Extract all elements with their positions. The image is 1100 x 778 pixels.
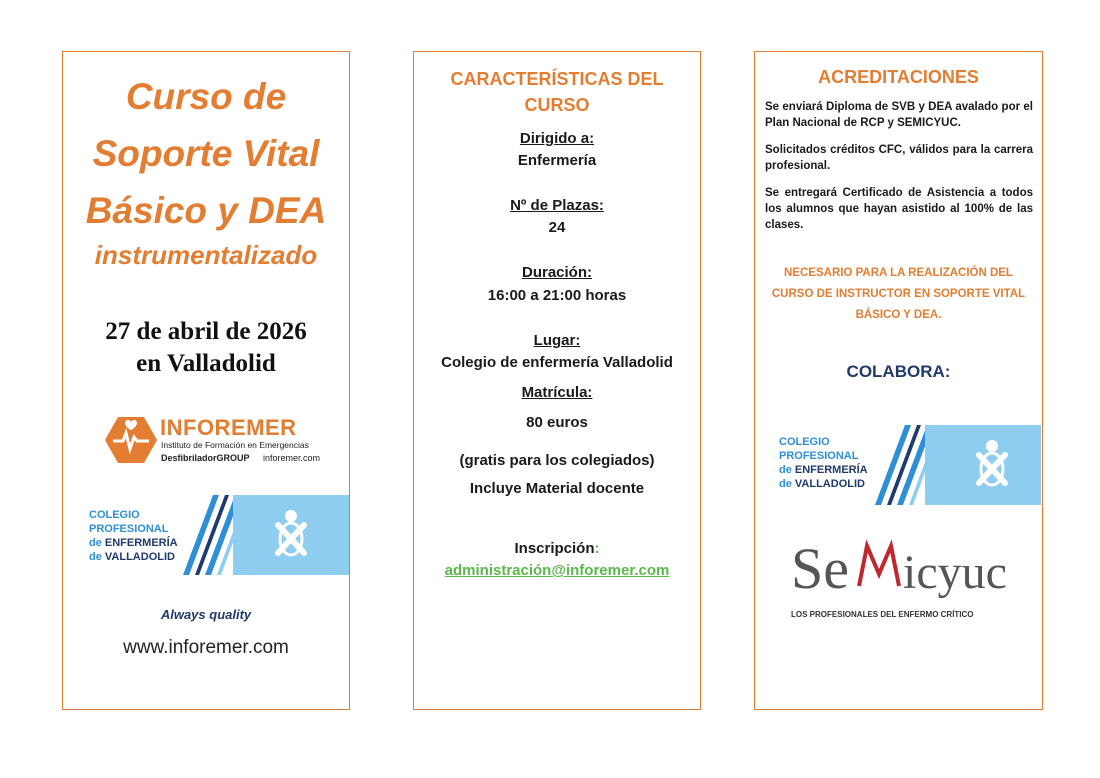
- website-link[interactable]: www.inforemer.com: [123, 637, 289, 658]
- certificado-paragraph: Se entregará Certificado de Asistencia a todos los alumnos que hayan asistido al 100% de las clases.: [765, 187, 1033, 231]
- duracion-value: 16:00 a 21:00 horas: [487, 287, 627, 304]
- inscripcion-label: Inscripción:: [514, 540, 600, 557]
- inscripcion-email-link[interactable]: administración@inforemer.com: [444, 562, 670, 579]
- left-panel: [62, 51, 350, 710]
- requirement-line-2: CURSO DE INSTRUCTOR EN SOPORTE VITAL: [771, 288, 1026, 300]
- inforemer-name: INFOREMER: [160, 415, 297, 440]
- gratis-note: (gratis para los colegiados): [459, 452, 655, 469]
- dirigido-label: Dirigido a:: [519, 130, 595, 147]
- plazas-label: Nº de Plazas:: [510, 197, 604, 214]
- colegio-figure-icon: [274, 509, 308, 561]
- course-date: 27 de abril de 2026: [105, 318, 307, 345]
- middle-panel: [413, 51, 701, 710]
- inforemer-subtitle: Instituto de Formación en Emergencias: [161, 440, 309, 450]
- requirement-line-3: BÁSICO Y DEA.: [855, 309, 942, 321]
- colegio-line1: COLEGIO: [89, 509, 140, 521]
- lugar-value: Colegio de enfermería Valladolid: [441, 354, 673, 371]
- dirigido-value: Enfermería: [517, 152, 597, 169]
- svg-text:Se: Se: [791, 536, 849, 598]
- semicyuc-tagline: LOS PROFESIONALES DEL ENFERMO CRÍTICO: [791, 610, 974, 619]
- acreditaciones-heading: ACREDITACIONES: [818, 67, 979, 87]
- inforemer-group: DesfibriladorGROUP: [161, 453, 250, 463]
- colegio-line3: ENFERMERÍA: [104, 537, 178, 549]
- matricula-label: Matrícula:: [521, 384, 593, 401]
- semicyuc-wordmark: [789, 534, 1011, 598]
- diploma-paragraph: Se enviará Diploma de SVB y DEA avalado por el Plan Nacional de RCP y SEMICYUC.: [765, 101, 1033, 129]
- colegio-enfermeria-logo-right: COLEGIO PROFESIONAL de ENFERMERÍA de VALLADOLID: [775, 425, 1041, 505]
- tagline: Always quality: [160, 607, 252, 622]
- plazas-value: 24: [548, 219, 566, 236]
- characteristics-heading-2: CURSO: [524, 95, 590, 115]
- course-title-sub: instrumentalizado: [94, 240, 318, 270]
- matricula-value: 80 euros: [526, 414, 588, 431]
- right-panel: [754, 51, 1043, 710]
- inforemer-logo: [105, 415, 320, 467]
- colegio-line4: VALLADOLID: [104, 551, 175, 563]
- characteristics-heading-1: CARACTERÍSTICAS DEL: [450, 69, 664, 89]
- semicyuc-logo: [789, 534, 1019, 626]
- course-title-line-1: Curso de: [125, 76, 287, 117]
- course-title-line-3: Básico y DEA: [85, 190, 327, 231]
- duracion-label: Duración:: [521, 264, 592, 281]
- course-title-line-2: Soporte Vital: [92, 133, 320, 174]
- material-note: Incluye Material docente: [469, 480, 645, 497]
- course-location: en Valladolid: [136, 350, 276, 377]
- inforemer-heart-icon: [105, 415, 157, 465]
- colegio-enfermeria-logo: COLEGIO PROFESIONAL de ENFERMERÍA de VALLADOLID: [83, 495, 349, 575]
- requirement-line-1: NECESARIO PARA LA REALIZACIÓN DEL: [784, 267, 1013, 279]
- lugar-label: Lugar:: [533, 332, 581, 349]
- colegio-figure-icon-right: [975, 439, 1009, 491]
- colegio-line2: PROFESIONAL: [89, 523, 169, 535]
- colabora-heading: COLABORA:: [846, 362, 951, 381]
- creditos-paragraph: Solicitados créditos CFC, válidos para la carrera profesional.: [765, 144, 1033, 172]
- inforemer-site: inforemer.com: [263, 453, 321, 463]
- svg-text:icyuc: icyuc: [903, 546, 1007, 598]
